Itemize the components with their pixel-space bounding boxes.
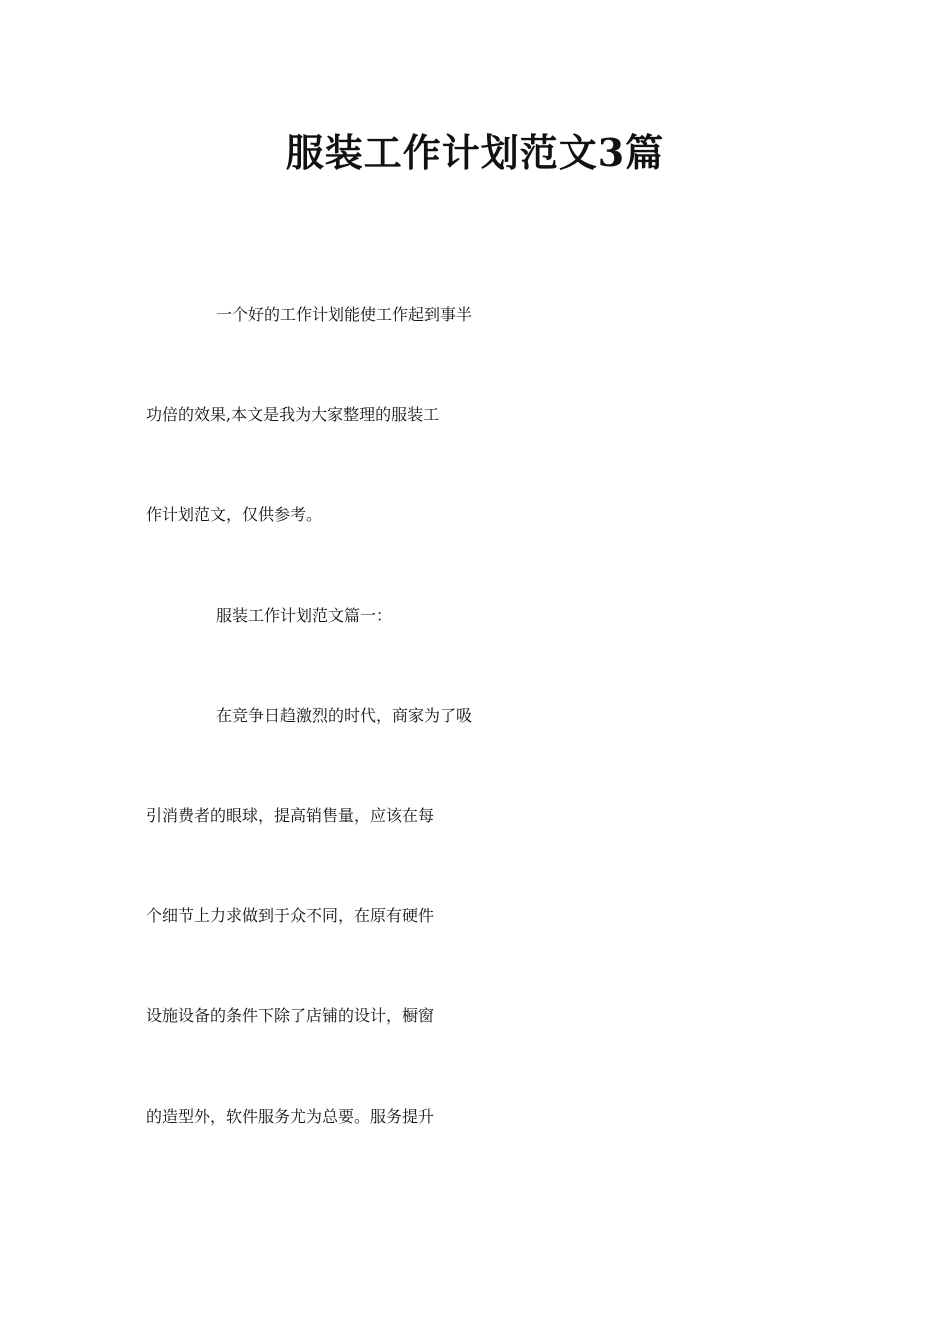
text-line: 作计划范文，仅供参考。 <box>146 505 323 525</box>
document-title: 服装工作计划范文3篇 <box>285 130 665 175</box>
text-line: 的造型外，软件服务尤为总要。服务提升 <box>146 1106 435 1126</box>
text-line: 引消费者的眼球，提高销售量，应该在每 <box>146 805 435 825</box>
document-body <box>146 302 796 1204</box>
paragraph-section-heading <box>146 603 796 703</box>
text-line: 个细节上力求做到于众不同，在原有硬件 <box>146 906 435 926</box>
paragraph-body <box>146 703 796 1204</box>
text-line: 在竞争日趋激烈的时代，商家为了吸 <box>216 705 473 725</box>
section-heading: 服装工作计划范文篇一： <box>216 605 393 625</box>
text-line: 功倍的效果,本文是我为大家整理的服装工 <box>146 405 440 425</box>
text-line: 一个好的工作计划能使工作起到事半 <box>216 305 473 324</box>
paragraph-intro <box>146 302 796 603</box>
text-line: 设施设备的条件下除了店铺的设计，橱窗 <box>146 1006 435 1026</box>
